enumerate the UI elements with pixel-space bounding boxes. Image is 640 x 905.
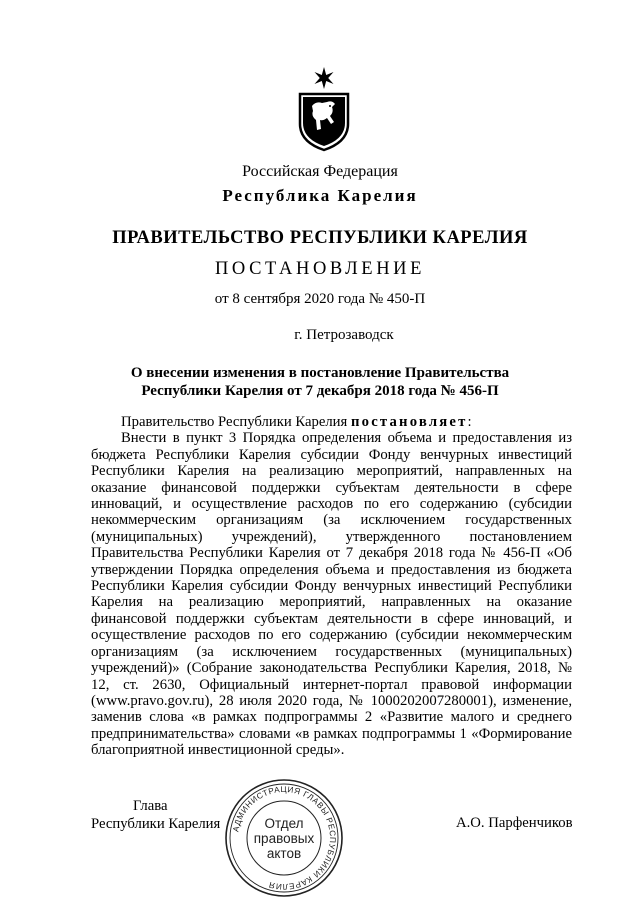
stamp-line-1: Отдел bbox=[264, 816, 304, 831]
document-type: ПОСТАНОВЛЕНИЕ bbox=[214, 259, 426, 279]
coat-of-arms-icon bbox=[294, 66, 354, 152]
intro-paragraph bbox=[91, 414, 572, 430]
stamp-ring-text: АДМИНИСТРАЦИЯ ГЛАВЫ РЕСПУБЛИКИ КАРЕЛИЯ bbox=[231, 784, 338, 892]
subject-line-1: О внесении изменения в постановление Правительства bbox=[130, 365, 510, 381]
government-title: ПРАВИТЕЛЬСТВО РЕСПУБЛИКИ КАРЕЛИЯ bbox=[112, 228, 528, 248]
signatory-title-line-2: Республики Карелия bbox=[91, 816, 221, 832]
subject-line-2: Республики Карелия от 7 декабря 2018 года № 456-П bbox=[141, 383, 499, 399]
intro-keyword: постановляет bbox=[350, 414, 468, 430]
intro-suffix: : bbox=[467, 414, 472, 430]
signatory-title-line-1: Глава bbox=[133, 798, 168, 814]
country-name: Российская Федерация bbox=[242, 163, 398, 180]
signatory-title bbox=[91, 797, 220, 833]
stamp-line-3: актов bbox=[266, 846, 302, 861]
main-paragraph: Внести в пункт 3 Порядка определения объема и предоставления из бюджета Республики Карелия субсидии Фонду венчурных инвестиций Республики Карелия на реализацию мероприятий, направленных на оказание финансовой поддержки субъектам деятельности в сфере инноваций, и осуществление расходов по его содержанию (субсидии некоммерческим организациям (за исключением государственных (муниципальных) учреждений), утвержденного постановлением Правительства Республики Карелия от 7 декабря 2018 года № 456-П «Об утверждении Порядка определения объема и предоставления из бюджета Республики Карелия субсидии Фонду венчурных инвестиций Республики Карелия на реализацию мероприятий, направленных на оказание финансовой поддержки субъектам деятельности в сфере инноваций, и осуществление расходов по его содержанию (субсидии некоммерческим организациям (за исключением государственных (муниципальных) учреждений)» (Собрание законодательства Республики Карелия, 2018, № 12, ст. 2630, Официальный интернет-портал правовой информации (www.pravo.gov.ru), 28 июля 2020 года, № 1000202007280001), изменение, заменив слова «в рамках подпрограммы 2 «Развитие малого и среднего предпринимательства» словами «в рамках подпрограммы 1 «Формирование благоприятной инвестиционной среды». bbox=[91, 430, 572, 759]
republic-name: Республика Карелия bbox=[222, 186, 418, 205]
city-name: г. Петрозаводск bbox=[294, 327, 394, 343]
stamp-line-2: правовых bbox=[253, 831, 315, 846]
document-subject bbox=[0, 364, 640, 400]
document-body bbox=[91, 414, 572, 759]
intro-prefix: Правительство Республики Карелия bbox=[121, 414, 351, 430]
document-date-number: от 8 сентября 2020 года № 450-П bbox=[214, 291, 426, 307]
signatory-name: А.О. Парфенчиков bbox=[456, 815, 573, 831]
official-stamp bbox=[222, 776, 346, 900]
